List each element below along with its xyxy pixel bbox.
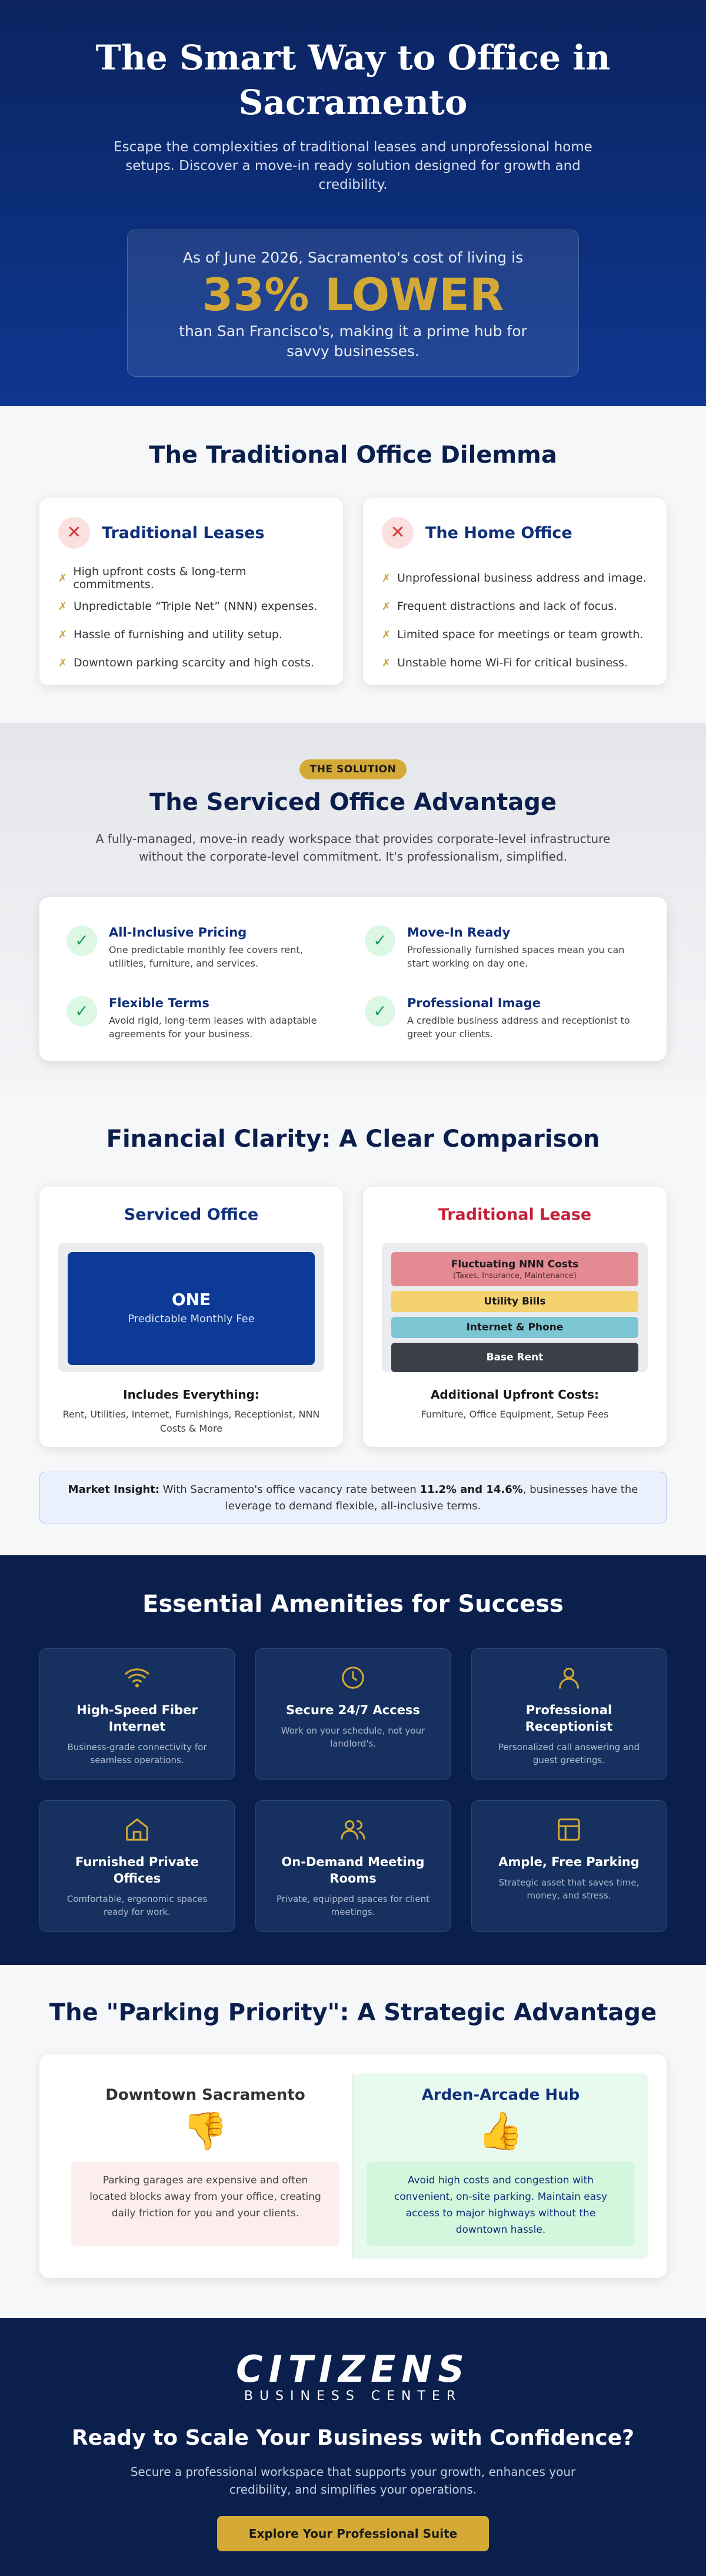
checkmark-icon: ✓: [365, 925, 395, 956]
stat-post-text: than San Francisco's, making it a prime hub for savvy businesses.: [179, 323, 527, 360]
amenity-card: [39, 1800, 235, 1932]
card-title: Traditional Lease: [438, 1206, 592, 1224]
feature-text: Professionally furnished spaces mean you can start working on day one.: [407, 944, 625, 969]
logo-wordmark: CITIZENS: [236, 2348, 470, 2391]
user-icon: [555, 1664, 582, 1691]
one-fee-title: ONE: [171, 1290, 211, 1309]
nnn-costs-label: Fluctuating NNN Costs: [451, 1258, 579, 1270]
list-item: [58, 620, 324, 649]
feature-professional-image: [365, 996, 640, 1041]
hero-subtitle: Escape the complexities of traditional leases and unprofessional home setups. Discover a move-in ready solution designed for growth and credibility.: [114, 140, 592, 192]
x-icon: ✕: [382, 517, 414, 549]
dilemma-section: [0, 406, 706, 723]
solution-title: The Serviced Office Advantage: [149, 789, 557, 816]
check-icon: ✗: [58, 656, 68, 669]
downtown-note: Parking garages are expensive and often located blocks away from your office, creating daily friction for you and your clients.: [71, 2162, 339, 2246]
amenity-text: Work on your schedule, not your landlord's.: [281, 1725, 425, 1749]
insight-range: 11.2% and 14.6%: [419, 1483, 523, 1496]
insight-label: Market Insight:: [68, 1483, 160, 1496]
parking-comparison-card: [39, 2054, 667, 2278]
nnn-costs-block: [391, 1252, 638, 1286]
amenities-title: Essential Amenities for Success: [142, 1591, 564, 1618]
dilemma-title: The Traditional Office Dilemma: [149, 441, 557, 469]
list-item-text: Downtown parking scarcity and high costs.: [74, 656, 314, 669]
list-item-text: Unstable home Wi-Fi for critical business.: [397, 656, 628, 669]
serviced-diagram: [58, 1243, 324, 1372]
checkmark-icon: ✓: [365, 996, 395, 1027]
feature-all-inclusive: [66, 925, 341, 970]
home-office-card: [363, 498, 667, 685]
hero-section: [0, 0, 706, 406]
one-fee-block: [68, 1252, 315, 1365]
insight-post: , businesses have the leverage to demand flexible, all-inclusive terms.: [225, 1483, 638, 1512]
financial-title: Financial Clarity: A Clear Comparison: [106, 1126, 600, 1153]
traditional-lease-card: [363, 1187, 667, 1447]
amenity-title: Furnished Private Offices: [75, 1855, 199, 1885]
arden-arcade-column: [354, 2073, 648, 2259]
amenity-text: Private, equipped spaces for client meetings.: [277, 1894, 429, 1917]
card-title: The Home Office: [425, 523, 572, 542]
amenity-text: Comfortable, ergonomic spaces ready for work.: [66, 1894, 208, 1917]
footer-description: Secure a professional workspace that supports your growth, enhances your credibility, and simplifies your operations.: [130, 2465, 576, 2497]
checkmark-icon: ✓: [66, 996, 97, 1027]
financial-section: [0, 1090, 706, 1555]
check-icon: ✗: [382, 628, 391, 641]
one-fee-subtitle: Predictable Monthly Fee: [128, 1313, 255, 1325]
amenities-section: [0, 1555, 706, 1965]
includes-text: Rent, Utilities, Internet, Furnishings, Receptionist, NNN Costs & More: [62, 1409, 320, 1434]
check-icon: ✗: [58, 628, 68, 641]
serviced-office-card: [39, 1187, 343, 1447]
feature-move-in-ready: [365, 925, 640, 970]
amenity-card: [471, 1648, 667, 1780]
amenity-title: On-Demand Meeting Rooms: [281, 1855, 425, 1885]
parking-section: [0, 1965, 706, 2318]
solution-section: [0, 723, 706, 1090]
cost-stack: [382, 1243, 648, 1372]
feature-title: Move-In Ready: [407, 925, 511, 940]
solution-badge: THE SOLUTION: [299, 759, 407, 779]
column-title: Downtown Sacramento: [105, 2086, 305, 2104]
amenity-text: Strategic asset that saves time, money, and stress.: [498, 1877, 640, 1901]
list-item: [382, 620, 648, 649]
x-icon: ✕: [58, 517, 90, 549]
amenity-title: High-Speed Fiber Internet: [76, 1703, 198, 1734]
card-title: Traditional Leases: [102, 523, 265, 542]
list-item-text: Unpredictable “Triple Net” (NNN) expenses.: [74, 600, 318, 613]
list-item-text: Frequent distractions and lack of focus.: [397, 600, 618, 613]
feature-text: A credible business address and receptionist to greet your clients.: [407, 1015, 630, 1040]
explore-suite-button[interactable]: Explore Your Professional Suite: [217, 2516, 489, 2551]
list-item: [58, 564, 324, 592]
card-title: Serviced Office: [124, 1206, 259, 1224]
check-icon: ✗: [382, 572, 391, 585]
parking-title: The "Parking Priority": A Strategic Advantage: [49, 1999, 657, 2026]
logo-tagline: BUSINESS CENTER: [244, 2389, 462, 2404]
check-icon: ✗: [382, 600, 391, 613]
list-item-text: High upfront costs & long-term commitments.: [73, 565, 247, 591]
market-insight: [39, 1472, 667, 1523]
feature-text: One predictable monthly fee covers rent, utilities, furniture, and services.: [109, 944, 303, 969]
check-icon: ✗: [58, 600, 68, 613]
stat-pre-text: As of June 2026, Sacramento's cost of living is: [182, 249, 524, 266]
upfront-text: Furniture, Office Equipment, Setup Fees: [421, 1409, 609, 1420]
amenity-card: [255, 1800, 451, 1932]
feature-text: Avoid rigid, long-term leases with adaptable agreements for your business.: [109, 1015, 317, 1040]
feature-flexible-terms: [66, 996, 341, 1041]
thumbs-up-icon: 👍: [478, 2109, 524, 2152]
feature-title: Flexible Terms: [109, 996, 209, 1010]
footer-cta-section: [0, 2318, 706, 2576]
clock-icon: [339, 1664, 367, 1691]
wifi-icon: [124, 1664, 151, 1691]
column-title: Arden-Arcade Hub: [421, 2086, 580, 2104]
thumbs-down-icon: 👎: [182, 2109, 228, 2152]
includes-label: Includes Everything:: [123, 1387, 259, 1402]
amenity-card: [255, 1648, 451, 1780]
check-icon: ✗: [58, 572, 68, 585]
list-item-text: Limited space for meetings or team growth.: [397, 628, 644, 641]
amenity-text: Business-grade connectivity for seamless operations.: [67, 1742, 207, 1765]
amenity-text: Personalized call answering and guest greetings.: [498, 1742, 640, 1765]
citizens-logo: [236, 2348, 470, 2404]
base-rent-block: Base Rent: [391, 1343, 638, 1372]
features-card: [39, 897, 667, 1061]
list-item: [58, 649, 324, 677]
layout-icon: [555, 1816, 582, 1843]
check-icon: ✗: [382, 656, 391, 669]
utility-bills-block: Utility Bills: [391, 1291, 638, 1312]
internet-phone-block: Internet & Phone: [391, 1317, 638, 1338]
traditional-leases-card: [39, 498, 343, 685]
list-item: [382, 592, 648, 620]
amenity-card: [39, 1648, 235, 1780]
home-icon: [124, 1816, 151, 1843]
insight-pre: With Sacramento's office vacancy rate between: [162, 1483, 417, 1496]
footer-title: Ready to Scale Your Business with Confidence?: [71, 2426, 635, 2450]
list-item: [58, 592, 324, 620]
downtown-column: [58, 2073, 354, 2259]
amenity-title: Ample, Free Parking: [498, 1855, 640, 1869]
arden-arcade-note: Avoid high costs and congestion with convenient, on-site parking. Maintain easy access to major highways without the downtown hassle.: [367, 2162, 635, 2246]
hero-title: The Smart Way to Office in Sacramento: [95, 38, 611, 122]
cost-stat-box: [127, 230, 579, 377]
checkmark-icon: ✓: [66, 925, 97, 956]
nnn-costs-sub: (Taxes, Insurance, Maintenance): [453, 1271, 577, 1280]
list-item: [382, 564, 648, 592]
solution-description: A fully-managed, move-in ready workspace that provides corporate-level infrastructure without the corporate-level commitment. It's professionalism, simplified.: [95, 832, 611, 864]
list-item: [382, 649, 648, 677]
upfront-label: Additional Upfront Costs:: [430, 1387, 600, 1402]
feature-title: All-Inclusive Pricing: [109, 925, 247, 940]
amenity-card: [471, 1800, 667, 1932]
feature-title: Professional Image: [407, 996, 541, 1010]
stat-highlight: 33% LOWER: [202, 268, 504, 321]
amenity-title: Professional Receptionist: [525, 1703, 613, 1734]
users-icon: [339, 1816, 367, 1843]
list-item-text: Hassle of furnishing and utility setup.: [74, 628, 283, 641]
amenity-title: Secure 24/7 Access: [286, 1703, 420, 1717]
list-item-text: Unprofessional business address and image.: [397, 572, 647, 585]
